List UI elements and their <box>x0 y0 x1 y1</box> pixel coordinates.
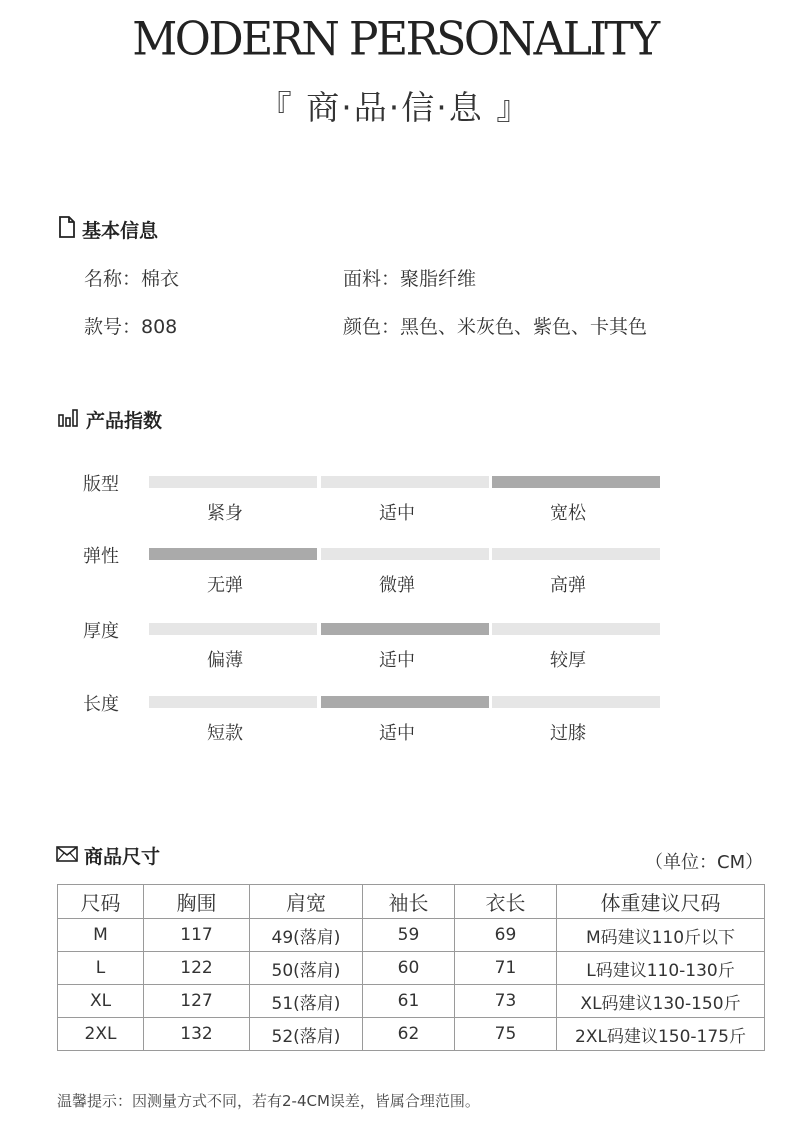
index-bar-selected <box>321 696 489 708</box>
col-header: 袖长 <box>363 885 455 919</box>
index-label: 厚度 <box>83 621 119 642</box>
index-option: 高弹 <box>550 575 586 596</box>
size-title: 商品尺寸 <box>84 846 161 868</box>
table-cell: 60 <box>363 952 455 985</box>
table-cell: 52(落肩) <box>250 1018 363 1051</box>
table-cell: 49(落肩) <box>250 919 363 952</box>
table-row <box>58 952 765 985</box>
size-table-header <box>58 885 765 919</box>
index-label: 版型 <box>83 474 119 495</box>
table-cell: 69 <box>455 919 557 952</box>
table-row <box>58 919 765 952</box>
size-heading <box>56 842 160 869</box>
basic-info-heading <box>58 216 158 243</box>
col-header: 尺码 <box>58 885 144 919</box>
col-header: 衣长 <box>455 885 557 919</box>
index-option: 偏薄 <box>207 650 243 671</box>
unit-note: （单位：CM） <box>645 852 764 873</box>
table-cell: 127 <box>144 985 250 1018</box>
index-option: 无弹 <box>207 575 243 596</box>
col-header: 胸围 <box>144 885 250 919</box>
table-cell: 61 <box>363 985 455 1018</box>
index-bar <box>492 548 660 560</box>
brand-title: MODERN PERSONALITY <box>132 12 658 67</box>
envelope-icon <box>56 845 78 867</box>
table-cell: 62 <box>363 1018 455 1051</box>
table-cell: 122 <box>144 952 250 985</box>
index-option: 适中 <box>379 503 415 524</box>
size-table <box>57 884 765 1051</box>
col-header: 体重建议尺码 <box>557 885 765 919</box>
table-cell: 71 <box>455 952 557 985</box>
index-option: 过膝 <box>550 723 586 744</box>
index-option: 短款 <box>207 723 243 744</box>
product-style-no: 款号：808 <box>84 316 178 338</box>
index-bar-selected <box>321 623 489 635</box>
index-option: 宽松 <box>550 503 586 524</box>
index-bar <box>149 476 317 488</box>
table-row <box>58 985 765 1018</box>
index-bar <box>149 623 317 635</box>
index-option: 微弹 <box>379 575 415 596</box>
section-subtitle: 『 商·品·信·息 』 <box>258 88 532 127</box>
table-cell: 50(落肩) <box>250 952 363 985</box>
table-cell: XL <box>58 985 144 1018</box>
index-option: 较厚 <box>550 650 586 671</box>
index-label: 弹性 <box>83 546 119 567</box>
product-index-heading <box>58 406 162 433</box>
product-name: 名称：棉衣 <box>84 268 180 290</box>
table-cell: M码建议110斤以下 <box>557 919 765 952</box>
table-cell: 117 <box>144 919 250 952</box>
table-cell: XL码建议130-150斤 <box>557 985 765 1018</box>
index-label: 长度 <box>83 694 119 715</box>
product-fabric: 面料：聚脂纤维 <box>343 268 477 290</box>
table-cell: 132 <box>144 1018 250 1051</box>
basic-info-title: 基本信息 <box>82 220 159 242</box>
table-cell: 73 <box>455 985 557 1018</box>
table-cell: L <box>58 952 144 985</box>
document-icon <box>58 216 76 243</box>
index-bar <box>492 696 660 708</box>
table-cell: 2XL <box>58 1018 144 1051</box>
table-cell: 59 <box>363 919 455 952</box>
table-cell: L码建议110-130斤 <box>557 952 765 985</box>
col-header: 肩宽 <box>250 885 363 919</box>
index-option: 适中 <box>379 723 415 744</box>
table-row <box>58 1018 765 1051</box>
table-cell: 51(落肩) <box>250 985 363 1018</box>
index-bar <box>321 476 489 488</box>
index-bar <box>492 623 660 635</box>
index-bar-selected <box>149 548 317 560</box>
index-option: 紧身 <box>207 503 243 524</box>
product-index-title: 产品指数 <box>86 410 163 432</box>
index-bar <box>149 696 317 708</box>
bar-chart-icon <box>58 407 80 432</box>
table-cell: 75 <box>455 1018 557 1051</box>
table-cell: 2XL码建议150-175斤 <box>557 1018 765 1051</box>
measurement-tip: 温馨提示：因测量方式不同，若有2-4CM误差，皆属合理范围。 <box>57 1092 480 1110</box>
product-colors: 颜色：黑色、米灰色、紫色、卡其色 <box>343 316 648 338</box>
index-bar <box>321 548 489 560</box>
table-cell: M <box>58 919 144 952</box>
index-option: 适中 <box>379 650 415 671</box>
index-bar-selected <box>492 476 660 488</box>
